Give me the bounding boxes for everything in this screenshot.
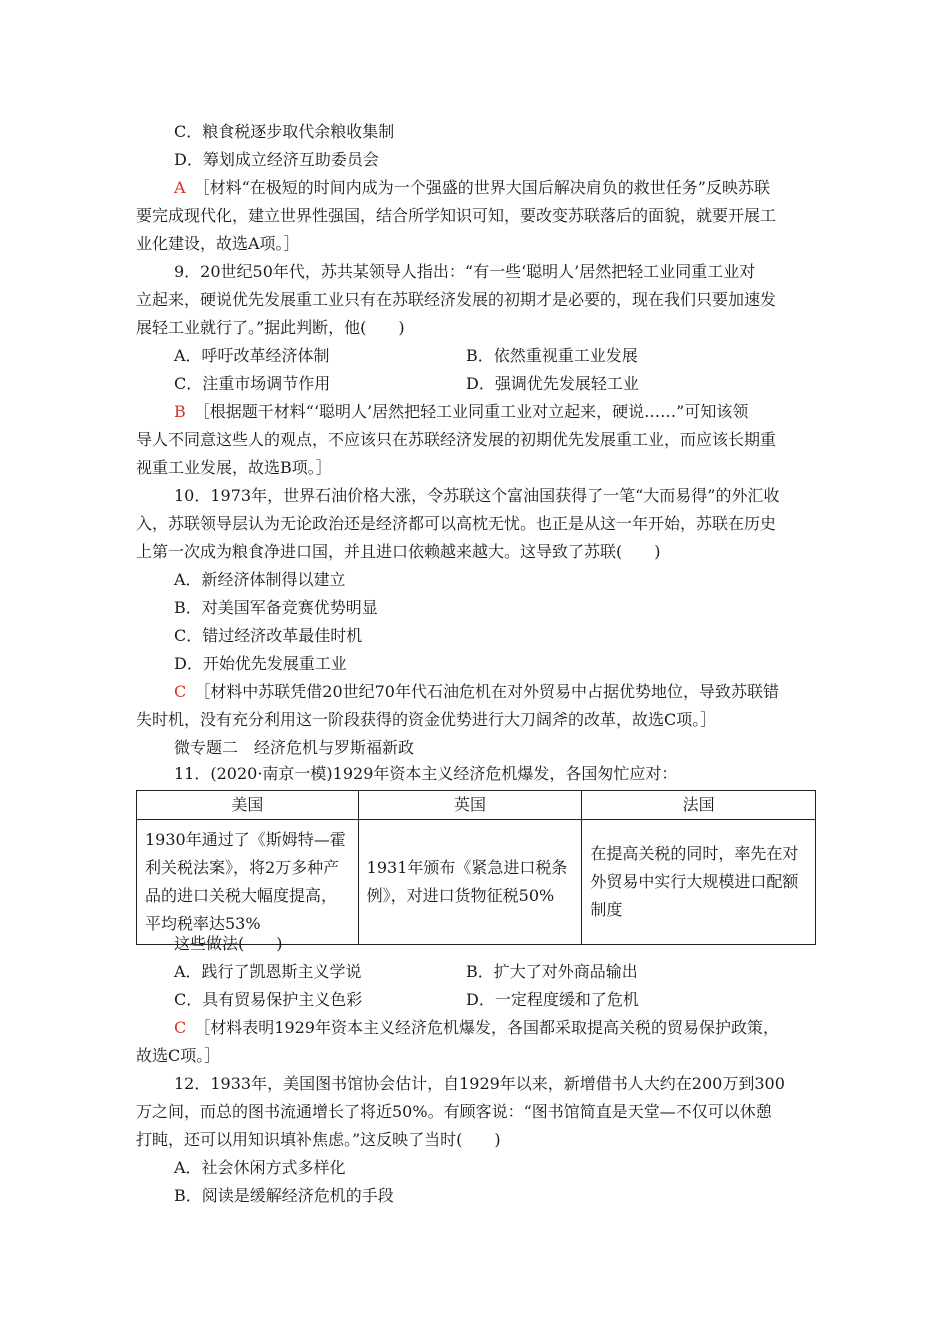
q9-answer-text-2: 导人不同意这些人的观点，不应该只在苏联经济发展的初期优先发展重工业，而应该长期重 bbox=[136, 430, 777, 449]
table-cell-usa: 1930年通过了《斯姆特—霍利关税法案》，将2万多种产品的进口关税大幅度提高，平均税率达53% bbox=[137, 820, 359, 945]
q10-answer-text: ［材料中苏联凭借20世纪70年代石油危机在对外贸易中占据优势地位，导致苏联错 bbox=[202, 682, 779, 701]
q11-answer-letter: C bbox=[174, 1018, 187, 1037]
q8-answer-text: ［材料“在极短的时间内成为一个强盛的世界大国后解决肩负的救世任务”反映苏联 bbox=[201, 178, 770, 197]
section-heading: 微专题二 经济危机与罗斯福新政 bbox=[174, 738, 415, 757]
q11-option-a: A．践行了凯恩斯主义学说 bbox=[174, 962, 362, 981]
q11-stem-2: 这些做法( ) bbox=[174, 934, 283, 953]
q8-option-c: C．粮食税逐步取代余粮收集制 bbox=[174, 122, 395, 141]
table-row bbox=[137, 820, 816, 945]
q10-stem-3: 上第一次成为粮食净进口国，并且进口依赖越来越大。这导致了苏联( ) bbox=[136, 542, 661, 561]
q9-answer-line bbox=[174, 402, 854, 422]
table-header-usa: 美国 bbox=[137, 791, 359, 820]
q8-answer-line bbox=[174, 178, 854, 198]
q10-option-a: A．新经济体制得以建立 bbox=[174, 570, 346, 589]
q12-option-a: A．社会休闲方式多样化 bbox=[174, 1158, 346, 1177]
q10-option-d: D．开始优先发展重工业 bbox=[174, 654, 347, 673]
q11-answer-text: ［材料表明1929年资本主义经济危机爆发，各国都采取提高关税的贸易保护政策， bbox=[202, 1018, 779, 1037]
q10-stem-1: 10．1973年，世界石油价格大涨，令苏联这个富油国获得了一笔“大而易得”的外汇收 bbox=[174, 486, 780, 505]
q8-answer-letter: A bbox=[174, 178, 186, 197]
q11-option-d: D．一定程度缓和了危机 bbox=[466, 990, 639, 1009]
q12-option-b: B．阅读是缓解经济危机的手段 bbox=[174, 1186, 394, 1205]
q10-stem-2: 入，苏联领导层认为无论政治还是经济都可以高枕无忧。也正是从这一年开始，苏联在历史 bbox=[136, 514, 777, 533]
q9-answer-letter: B bbox=[174, 402, 186, 421]
table-header-row bbox=[137, 791, 816, 820]
q9-stem-3: 展轻工业就行了。”据此判断，他( ) bbox=[136, 318, 405, 337]
table-cell-france: 在提高关税的同时，率先在对外贸易中实行大规模进口配额制度 bbox=[582, 820, 816, 945]
q9-answer-text-3: 视重工业发展，故选B项。］ bbox=[136, 458, 332, 477]
q12-stem-1: 12．1933年，美国图书馆协会估计，自1929年以来，新增借书人大约在200万到300 bbox=[174, 1074, 785, 1093]
q10-answer-line bbox=[174, 682, 854, 702]
q11-answer-text-2: 故选C项。］ bbox=[136, 1046, 221, 1065]
q10-answer-letter: C bbox=[174, 682, 187, 701]
q9-option-c: C．注重市场调节作用 bbox=[174, 374, 331, 393]
tariff-table bbox=[136, 790, 816, 945]
q9-option-a: A．呼吁改革经济体制 bbox=[174, 346, 330, 365]
q10-answer-text-2: 失时机，没有充分利用这一阶段获得的资金优势进行大刀阔斧的改革，故选C项。］ bbox=[136, 710, 717, 729]
table-header-france: 法国 bbox=[582, 791, 816, 820]
q9-option-b: B．依然重视重工业发展 bbox=[466, 346, 638, 365]
q10-option-c: C．错过经济改革最佳时机 bbox=[174, 626, 363, 645]
q10-option-b: B．对美国军备竞赛优势明显 bbox=[174, 598, 378, 617]
q8-option-d: D．筹划成立经济互助委员会 bbox=[174, 150, 379, 169]
q8-answer-text-2: 要完成现代化，建立世界性强国，结合所学知识可知，要改变苏联落后的面貌，就要开展工 bbox=[136, 206, 777, 225]
q11-option-b: B．扩大了对外商品输出 bbox=[466, 962, 638, 981]
q11-answer-line bbox=[174, 1018, 854, 1038]
table-header-uk: 英国 bbox=[358, 791, 582, 820]
q8-answer-text-3: 业化建设，故选A项。］ bbox=[136, 234, 300, 253]
q9-stem-1: 9．20世纪50年代，苏共某领导人指出：“有一些‘聪明人’居然把轻工业同重工业对 bbox=[174, 262, 756, 281]
q9-option-d: D．强调优先发展轻工业 bbox=[466, 374, 639, 393]
q11-option-c: C．具有贸易保护主义色彩 bbox=[174, 990, 363, 1009]
q9-answer-text: ［根据题干材料“‘聪明人’居然把轻工业同重工业对立起来，硬说……”可知该领 bbox=[201, 402, 749, 421]
q12-stem-3: 打盹，还可以用知识填补焦虑。”这反映了当时( ) bbox=[136, 1130, 501, 1149]
q11-stem-1: 11．(2020·南京一模)1929年资本主义经济危机爆发，各国匆忙应对： bbox=[174, 764, 678, 783]
q12-stem-2: 万之间，而总的图书流通增长了将近50%。有顾客说：“图书馆简直是天堂—不仅可以休憩 bbox=[136, 1102, 772, 1121]
q9-stem-2: 立起来，硬说优先发展重工业只有在苏联经济发展的初期才是必要的，现在我们只要加速发 bbox=[136, 290, 777, 309]
table-cell-uk: 1931年颁布《紧急进口税条例》，对进口货物征税50% bbox=[358, 820, 582, 945]
